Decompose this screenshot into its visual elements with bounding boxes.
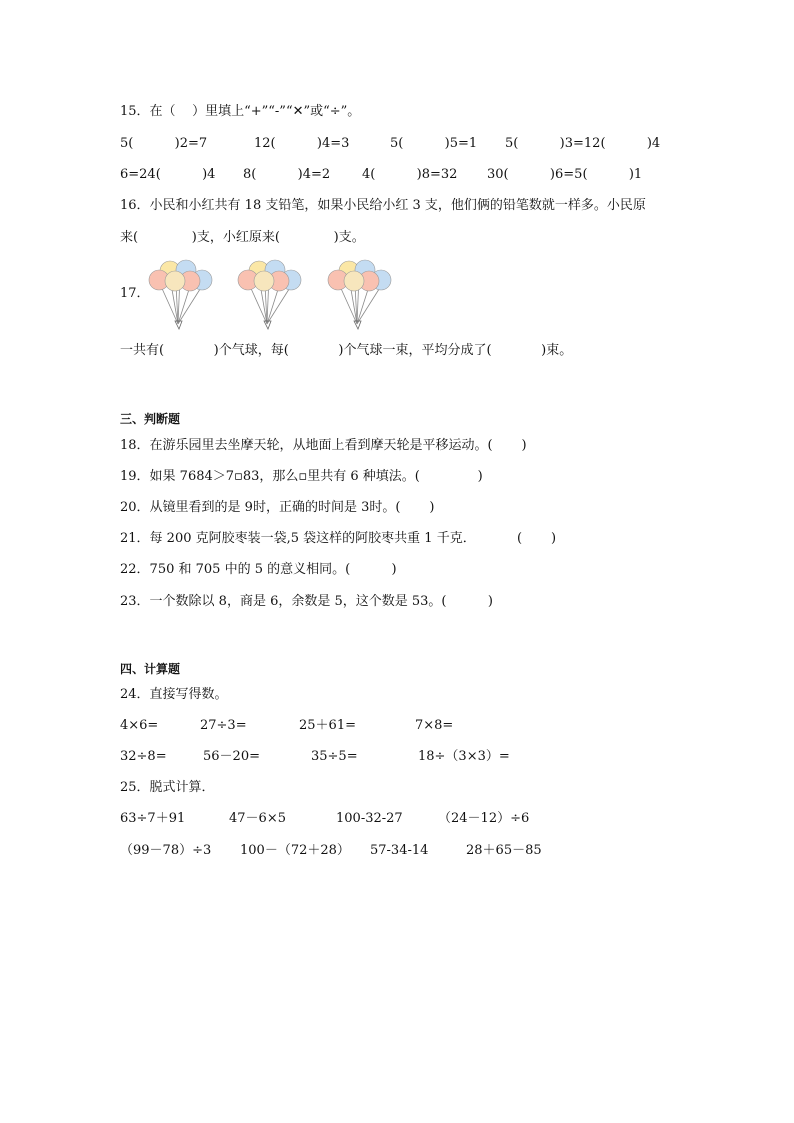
q16-line2[interactable]: 来( )支，小红原来( )支。 [120,230,365,245]
q21[interactable]: 21．每 200 克阿胶枣装一袋,5 袋这样的阿胶枣共重 1 千克． ( ) [120,531,557,546]
q17-number: 17． [120,286,150,301]
q25-r2-c1: （99－78）÷3 [120,843,212,858]
q24-r2-c3: 35÷5= [311,749,358,764]
q19[interactable]: 19．如果 7684＞7▫83，那么▫里共有 6 种填法。( ) [120,469,483,484]
q15-title: 15．在（ ）里填上“+”“-”“✕”或“÷”。 [120,104,361,119]
q25-r2-c4: 28＋65－85 [466,843,542,858]
q17-text[interactable]: 一共有( )个气球，每( )个气球一束，平均分成了( )束。 [120,343,573,358]
section3-title: 三、判断题 [120,412,181,426]
q24-r1-c2: 27÷3= [200,718,247,733]
q24-r1-c4: 7×8= [415,718,454,733]
q24-r2-c1: 32÷8= [120,749,167,764]
balloon-bunch-1 [146,258,218,332]
q15-r2-blank2[interactable]: 8( )4=2 [243,167,331,182]
q24-r2-c2: 56－20= [203,749,260,764]
q15-r2-blank1[interactable]: 6=24( )4 [120,167,216,182]
q18[interactable]: 18．在游乐园里去坐摩天轮，从地面上看到摩天轮是平移运动。( ) [120,438,527,453]
q22[interactable]: 22．750 和 705 中的 5 的意义相同。( ) [120,562,397,577]
q25-r1-c4: （24－12）÷6 [438,811,530,826]
balloon-bunch-3 [325,258,397,332]
q23[interactable]: 23．一个数除以 8，商是 6，余数是 5，这个数是 53。( ) [120,594,493,609]
q25-r1-c1: 63÷7＋91 [120,811,186,826]
q15-r1-blank4[interactable]: 5( )3=12( )4 [505,136,661,151]
q24-title: 24．直接写得数。 [120,687,228,702]
q15-r1-blank2[interactable]: 12( )4=3 [254,136,350,151]
q15-r1-blank1[interactable]: 5( )2=7 [120,136,208,151]
q25-r2-c2: 100－（72＋28） [240,843,350,858]
q25-r2-c3: 57-34-14 [370,843,429,858]
balloon-bunch-icon [238,260,301,329]
q25-r1-c3: 100-32-27 [336,811,403,826]
q25-title: 25．脱式计算． [120,780,215,795]
q20[interactable]: 20．从镜里看到的是 9时，正确的时间是 3时。( ) [120,500,435,515]
balloon-bunch-icon [328,260,391,329]
q15-r2-blank3[interactable]: 4( )8=32 [362,167,458,182]
q24-r1-c1: 4×6= [120,718,159,733]
q15-r1-blank3[interactable]: 5( )5=1 [390,136,478,151]
q24-r1-c3: 25＋61= [299,718,356,733]
q16-line1: 16．小民和小红共有 18 支铅笔，如果小民给小红 3 支，他们俩的铅笔数就一样多。小民原 [120,198,646,213]
q15-r2-blank4[interactable]: 30( )6=5( )1 [487,167,643,182]
q25-r1-c2: 47－6×5 [229,811,286,826]
balloon-bunch-icon [149,260,212,329]
section4-title: 四、计算题 [120,662,181,676]
q24-r2-c4: 18÷（3×3）= [418,749,510,764]
balloon-bunch-2 [235,258,307,332]
